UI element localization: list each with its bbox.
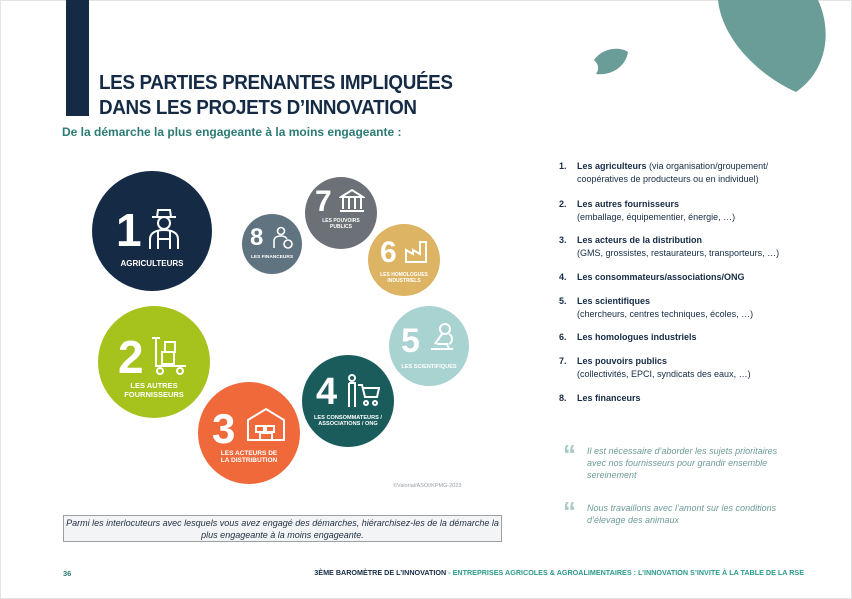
quote-mark-icon: “ xyxy=(563,439,573,469)
legend-name: Les acteurs de la distribution xyxy=(577,235,703,245)
circle-number: 4 xyxy=(316,371,338,413)
decorative-leaf-small xyxy=(592,46,630,78)
quote-mark-icon: “ xyxy=(563,496,573,526)
page-number: 36 xyxy=(63,569,72,578)
circle-4-consommateurs xyxy=(302,355,394,447)
legend-index: 2. xyxy=(559,199,567,209)
circle-label: LES AUTRES FOURNISSEURS xyxy=(124,381,184,399)
legend-index: 6. xyxy=(559,332,567,342)
circle-3-distribution xyxy=(198,382,300,484)
legend-name: Les pouvoirs publics xyxy=(577,356,668,366)
circle-number: 2 xyxy=(118,331,144,383)
circle-label: LES CONSOMMATEURS / ASSOCIATIONS / ONG xyxy=(314,415,382,428)
legend-name: Les consommateurs/associations/ONG xyxy=(577,272,745,282)
circle-label: LES FINANCEURS xyxy=(250,255,294,260)
circle-label: LES POUVOIRS PUBLICS xyxy=(322,218,360,230)
circle-label: AGRICULTEURS xyxy=(120,259,184,268)
legend-name: Les autres fournisseurs xyxy=(577,199,680,209)
circle-number: 6 xyxy=(380,236,397,269)
page-title-line-1: LES PARTIES PRENANTES IMPLIQUÉES xyxy=(99,71,453,94)
legend-index: 1. xyxy=(559,161,567,171)
shopper-cart-icon xyxy=(344,373,380,409)
legend-index: 4. xyxy=(559,272,567,282)
legend-name: Les scientifiques xyxy=(577,296,651,306)
decorative-leaf-large xyxy=(700,0,840,100)
pallet-jack-icon xyxy=(150,336,190,376)
page-title xyxy=(99,70,485,120)
footer-part-1: 3ÈME BAROMÈTRE DE L’INNOVATION xyxy=(314,568,447,577)
circle-5-scientifiques xyxy=(389,306,469,386)
survey-question-box: Parmi les interlocuteurs avec lesquels vous avez engagé des démarches, hiérarchisez-les de la démarche la plus engageante à la moins engageante. xyxy=(63,515,502,542)
public-building-icon xyxy=(339,187,365,213)
quote-text: Nous travaillons avec l’amont sur les conditions d’élevage des animaux xyxy=(587,503,777,525)
circle-2-fournisseurs xyxy=(98,306,210,418)
circle-number: 5 xyxy=(401,322,420,360)
legend-index: 8. xyxy=(559,393,567,403)
circle-7-pouvoirs-publics xyxy=(305,177,377,249)
quote-1 xyxy=(563,439,787,485)
factory-icon xyxy=(404,238,430,264)
footer xyxy=(314,568,804,577)
page-title-line-2: DANS LES PROJETS D’INNOVATION xyxy=(99,96,417,119)
circle-6-homologues xyxy=(368,224,440,296)
circle-label: LES SCIENTIFIQUES xyxy=(401,364,457,370)
circle-label: LES HOMOLOGUES INDUSTRIELS xyxy=(380,272,428,284)
legend-index: 3. xyxy=(559,235,567,245)
warehouse-icon xyxy=(246,406,286,442)
circle-number: 1 xyxy=(116,204,142,256)
circle-number: 7 xyxy=(315,185,332,218)
circle-number: 3 xyxy=(212,405,236,452)
title-accent-bar xyxy=(66,0,89,116)
circle-number: 8 xyxy=(250,224,264,251)
legend-name: Les homologues industriels xyxy=(577,332,697,342)
subtitle: De la démarche la plus engageante à la moins engageante : xyxy=(62,125,402,139)
quote-text: Il est nécessaire d’aborder les sujets prioritaires avec nos fournisseurs pour grandir ensemble sereinement xyxy=(587,446,778,480)
quote-2 xyxy=(563,496,787,530)
legend-index: 7. xyxy=(559,356,567,366)
circle-8-financeurs xyxy=(242,214,302,274)
investor-icon xyxy=(272,226,294,250)
microscope-icon xyxy=(427,322,457,352)
footer-part-2: - ENTREPRISES AGRICOLES & AGROALIMENTAIRES : L’INNOVATION S’INVITE À LA TABLE DE LA RSE xyxy=(446,568,804,577)
circle-label: LES ACTEURS DE LA DISTRIBUTION xyxy=(220,450,278,465)
legend-detail: (emballage, équipementier, énergie, …) xyxy=(577,211,736,222)
legend-detail: (GMS, grossistes, restaurateurs, transporteurs, …) xyxy=(577,247,780,258)
legend-name: Les financeurs xyxy=(577,393,641,403)
farmer-icon xyxy=(146,207,182,251)
copyright: ©Valorial/ASOI/KPMG-2023 xyxy=(393,483,462,489)
legend-detail: (collectivités, EPCI, syndicats des eaux, …) xyxy=(577,368,751,379)
circle-1-agriculteurs xyxy=(92,171,212,291)
legend-index: 5. xyxy=(559,296,567,306)
legend-detail: (via organisation/groupement/ coopératives de producteurs ou en individuel) xyxy=(577,161,769,184)
legend-name: Les agriculteurs xyxy=(577,161,647,171)
legend-detail: (chercheurs, centres techniques, écoles, …) xyxy=(577,308,754,319)
